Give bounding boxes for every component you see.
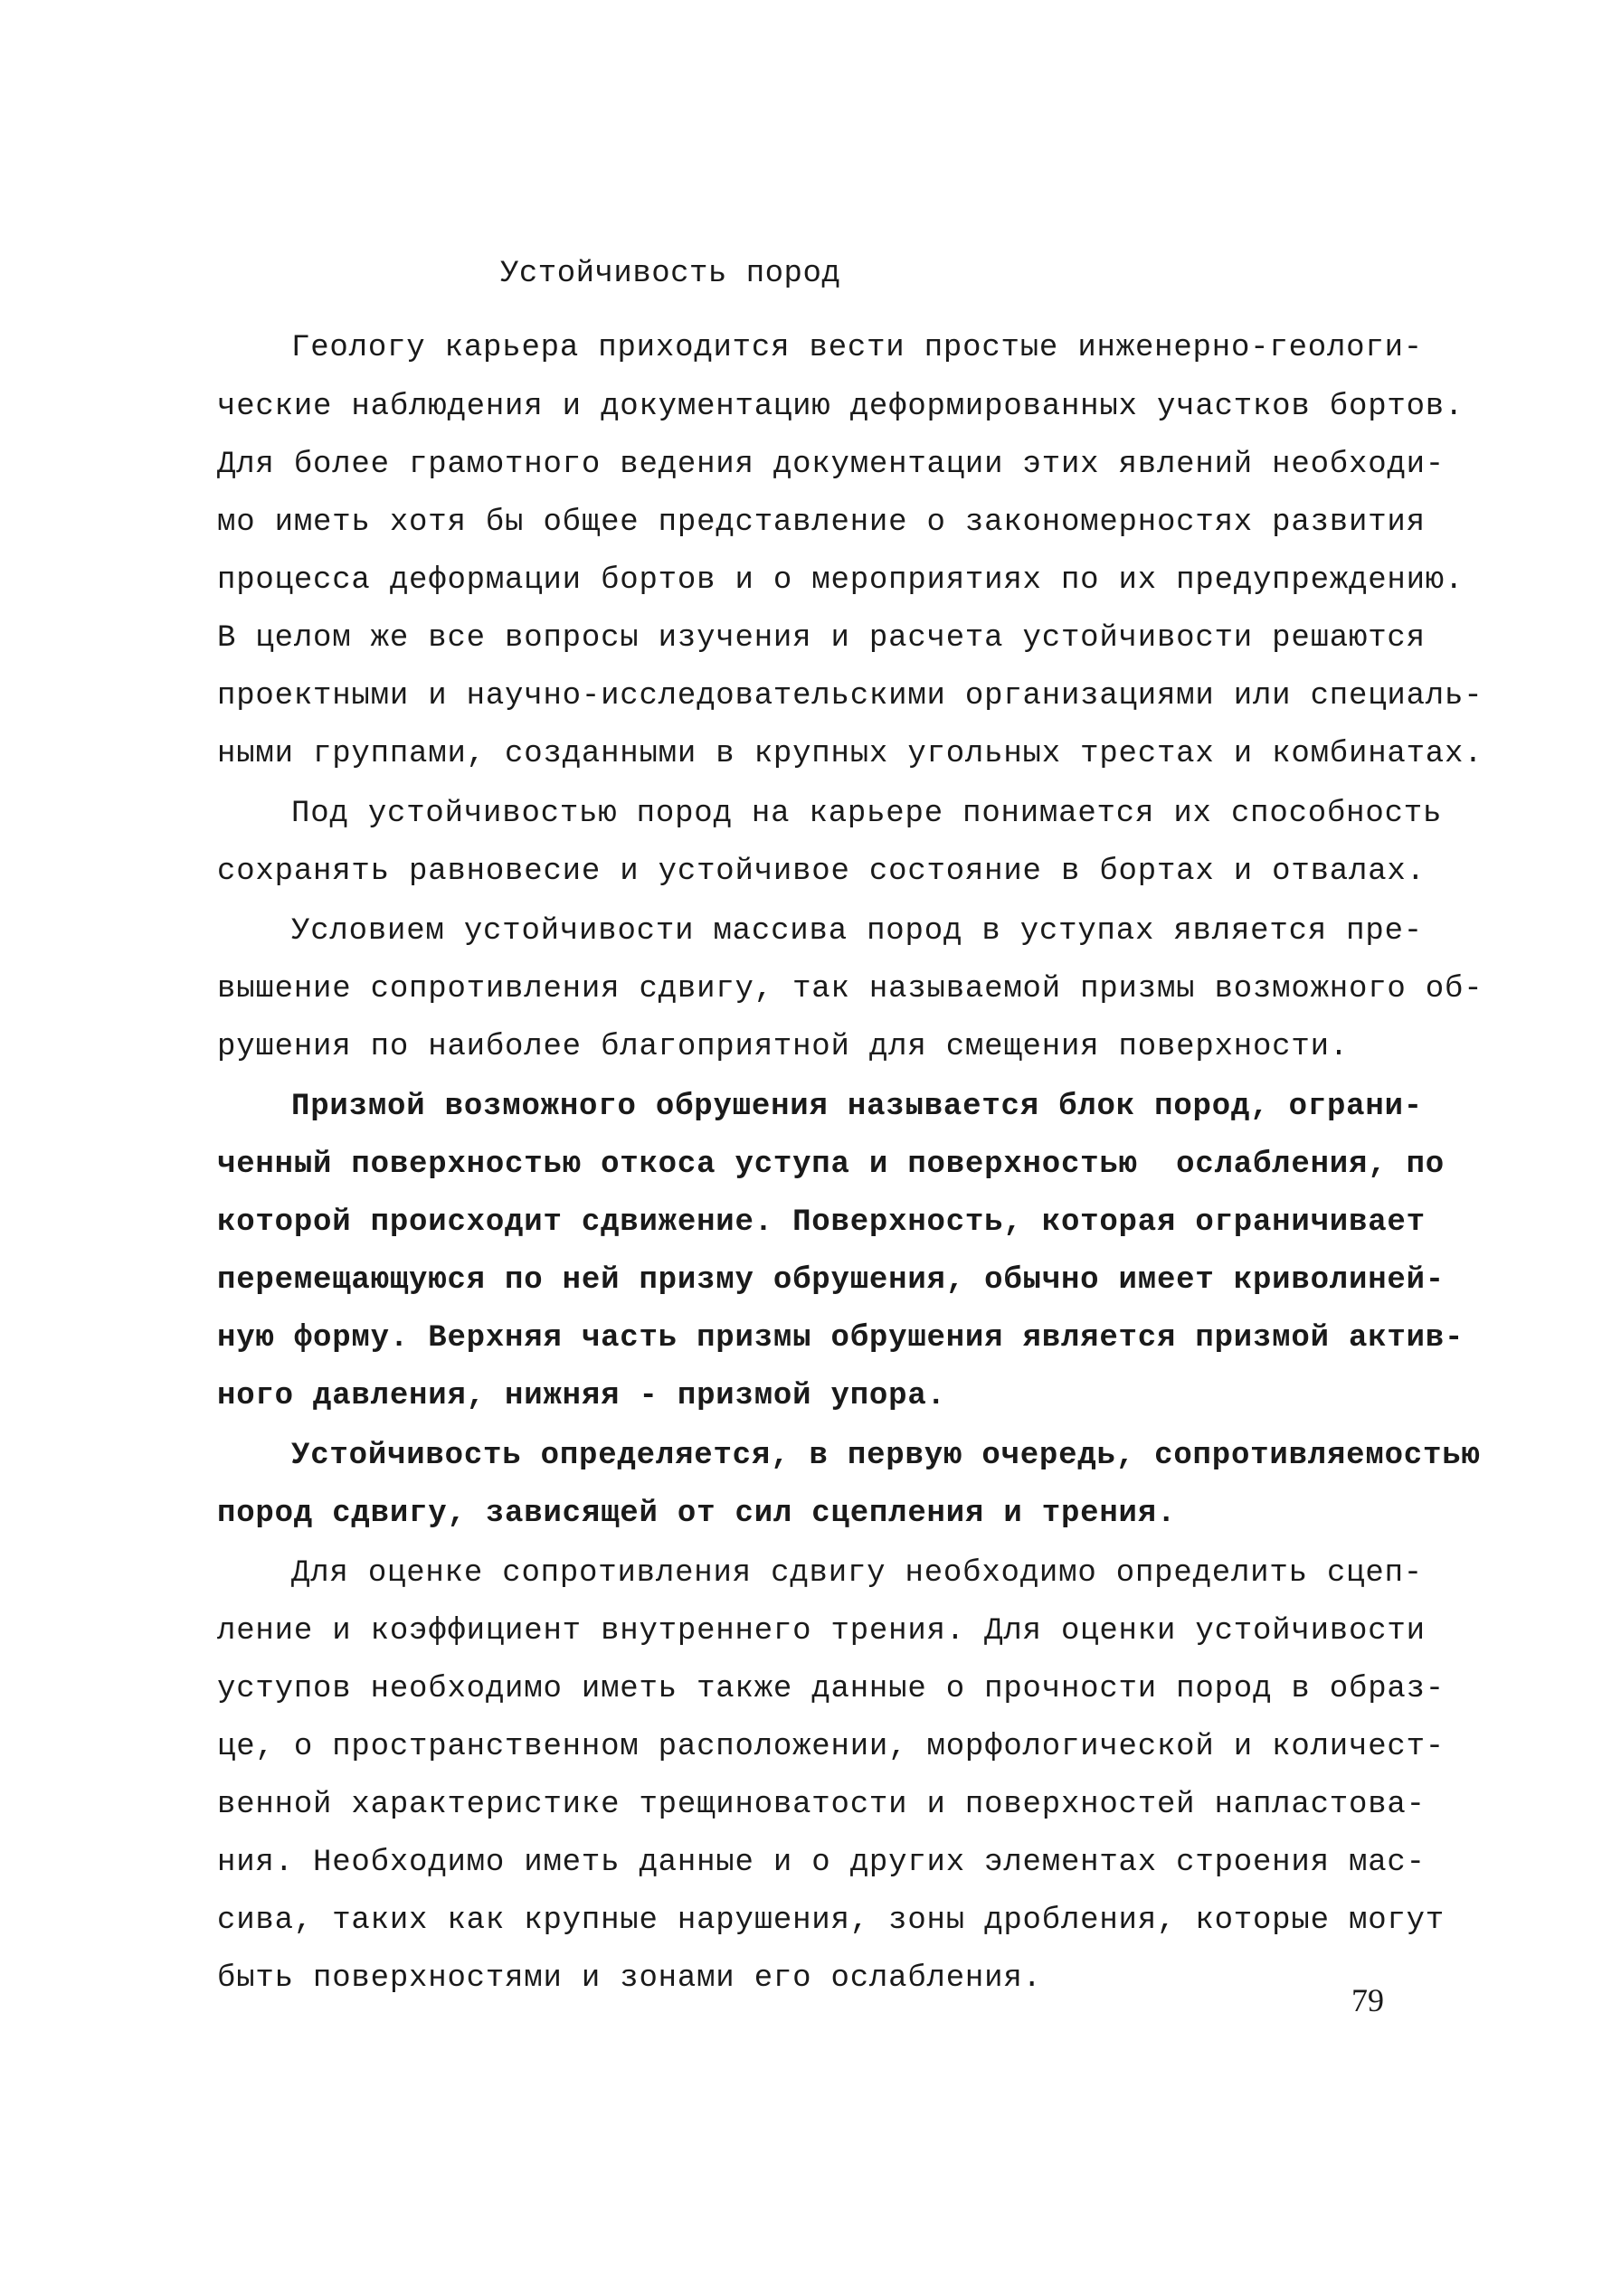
text-line: быть поверхностями и зонами его ослабления. bbox=[217, 1961, 1042, 1996]
text-line: ческие наблюдения и документацию деформированных участков бортов. bbox=[217, 390, 1465, 424]
text-line: процесса деформации бортов и о мероприятиях по их предупреждению. bbox=[217, 563, 1465, 598]
text-line: ными группами, созданными в крупных угольных трестах и комбинатах. bbox=[217, 737, 1484, 771]
page-title: Устойчивость пород bbox=[500, 257, 841, 291]
text-line: проектными и научно-исследовательскими организациями или специаль- bbox=[217, 679, 1484, 713]
text-line: Для более грамотного ведения документации этих явлений необходи- bbox=[217, 448, 1446, 482]
text-line: ного давления, нижняя - призмой упора. bbox=[217, 1379, 946, 1413]
text-line: ление и коэффициент внутреннего трения. Для оценки устойчивости bbox=[217, 1614, 1426, 1649]
text-line: венной характеристике трещиноватости и поверхностей напластова- bbox=[217, 1788, 1426, 1822]
text-line: Условием устойчивости массива пород в уступах является пре- bbox=[291, 914, 1423, 949]
text-line: ную форму. Верхняя часть призмы обрушения является призмой актив- bbox=[217, 1321, 1465, 1356]
text-line: ния. Необходимо иметь данные и о других элементах строения мас- bbox=[217, 1846, 1426, 1880]
text-line: которой происходит сдвижение. Поверхность, которая ограничивает bbox=[217, 1205, 1426, 1240]
text-line: перемещающуюся по ней призму обрушения, обычно имеет криволиней- bbox=[217, 1263, 1446, 1298]
text-line: Под устойчивостью пород на карьере понимается их способность bbox=[291, 797, 1443, 831]
text-line: рушения по наиболее благоприятной для смещения поверхности. bbox=[217, 1030, 1349, 1064]
page-number: 79 bbox=[1351, 1982, 1384, 2018]
text-line: сохранять равновесие и устойчивое состояние в бортах и отвалах. bbox=[217, 855, 1426, 889]
text-line: мо иметь хотя бы общее представление о закономерностях развития bbox=[217, 505, 1426, 540]
text-line: Устойчивость определяется, в первую очередь, сопротивляемостью bbox=[291, 1439, 1481, 1473]
text-line: ченный поверхностью откоса уступа и поверхностью ослабления, по bbox=[217, 1148, 1446, 1182]
text-line: пород сдвигу, зависящей от сил сцепления и трения. bbox=[217, 1497, 1177, 1531]
text-line: Для оценке сопротивления сдвигу необходимо определить сцеп- bbox=[291, 1556, 1423, 1591]
text-line: уступов необходимо иметь также данные о прочности пород в образ- bbox=[217, 1672, 1446, 1706]
text-line: В целом же все вопросы изучения и расчета устойчивости решаются bbox=[217, 621, 1426, 656]
text-line: Призмой возможного обрушения называется блок пород, ограни- bbox=[291, 1090, 1423, 1124]
text-line: це, о пространственном расположении, морфологической и количест- bbox=[217, 1730, 1446, 1764]
text-line: вышение сопротивления сдвигу, так называемой призмы возможного об- bbox=[217, 972, 1484, 1006]
text-line: сива, таких как крупные нарушения, зоны дробления, которые могут bbox=[217, 1904, 1446, 1938]
text-line: Геологу карьера приходится вести простые инженерно-геологи- bbox=[291, 331, 1423, 365]
